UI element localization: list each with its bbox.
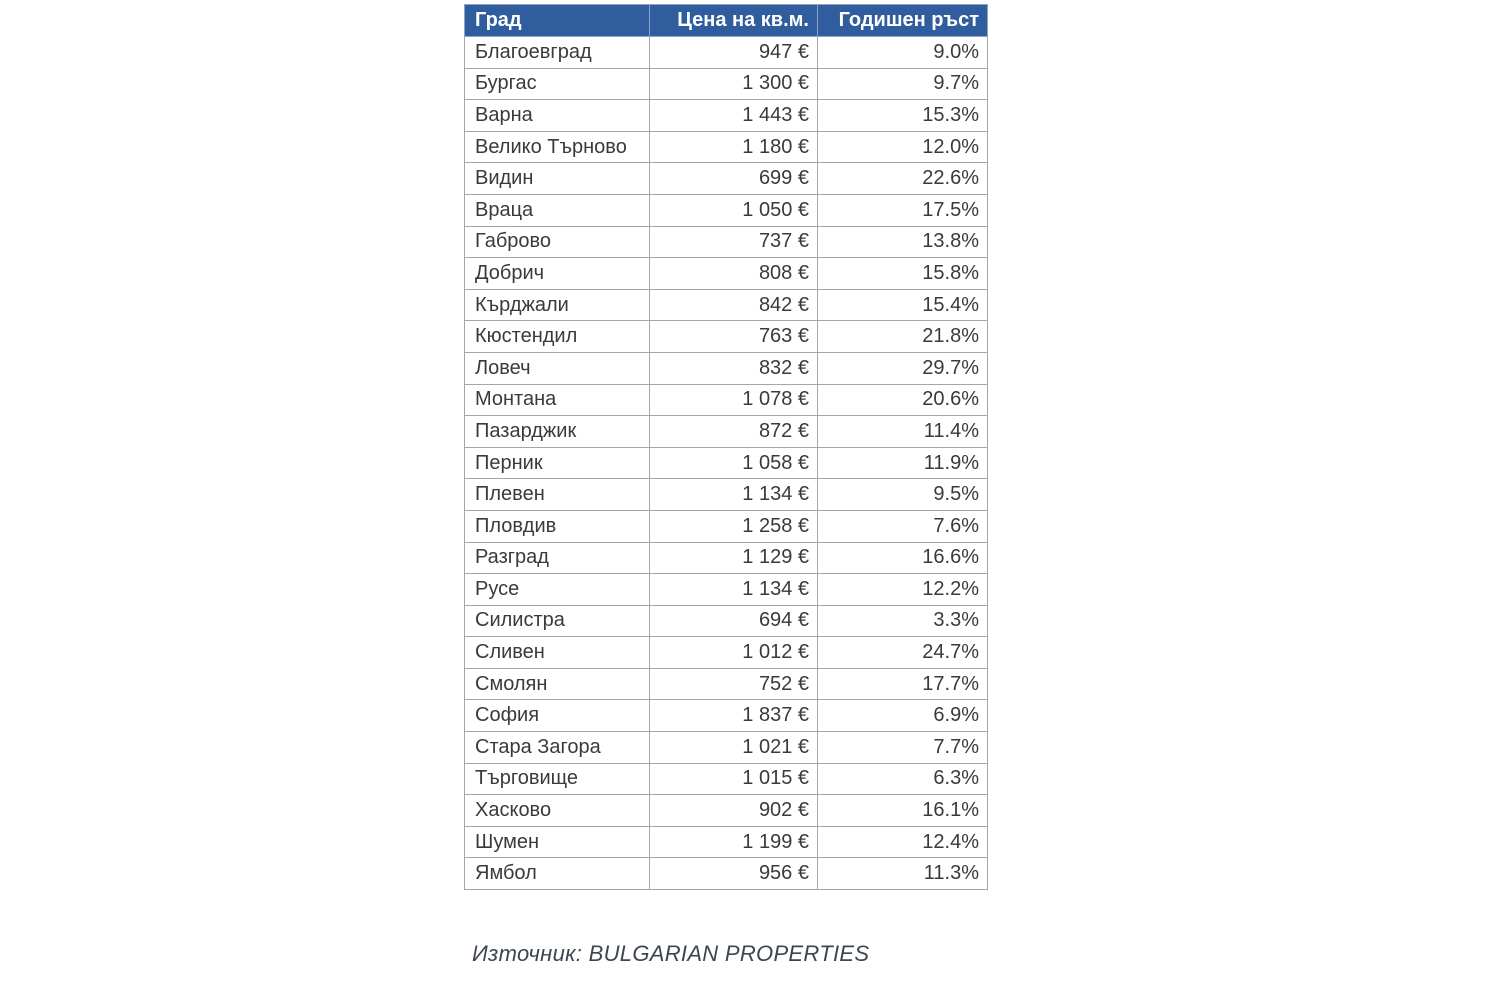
table-header-row (465, 5, 988, 37)
table-row (465, 258, 988, 290)
growth-cell: 11.9% (818, 447, 988, 479)
city-cell: Плевен (465, 479, 650, 511)
growth-cell: 24.7% (818, 637, 988, 669)
table-row (465, 194, 988, 226)
growth-cell: 15.3% (818, 100, 988, 132)
growth-cell: 12.0% (818, 131, 988, 163)
table-row (465, 668, 988, 700)
table-row (465, 574, 988, 606)
growth-cell: 17.7% (818, 668, 988, 700)
price-cell: 1 050 € (650, 194, 818, 226)
growth-cell: 9.0% (818, 37, 988, 69)
table-row (465, 510, 988, 542)
growth-cell: 16.1% (818, 795, 988, 827)
price-cell: 947 € (650, 37, 818, 69)
city-cell: Бургас (465, 68, 650, 100)
city-cell: Кюстендил (465, 321, 650, 353)
price-cell: 1 134 € (650, 479, 818, 511)
growth-cell: 22.6% (818, 163, 988, 195)
growth-cell: 6.3% (818, 763, 988, 795)
price-cell: 808 € (650, 258, 818, 290)
city-cell: София (465, 700, 650, 732)
city-cell: Добрич (465, 258, 650, 290)
price-cell: 832 € (650, 352, 818, 384)
table-row (465, 605, 988, 637)
table-row (465, 289, 988, 321)
price-cell: 1 058 € (650, 447, 818, 479)
city-cell: Разград (465, 542, 650, 574)
table-row (465, 542, 988, 574)
table-row (465, 226, 988, 258)
city-cell: Силистра (465, 605, 650, 637)
city-cell: Пловдив (465, 510, 650, 542)
growth-cell: 29.7% (818, 352, 988, 384)
city-cell: Търговище (465, 763, 650, 795)
city-cell: Сливен (465, 637, 650, 669)
price-cell: 1 199 € (650, 826, 818, 858)
growth-cell: 12.4% (818, 826, 988, 858)
growth-cell: 15.4% (818, 289, 988, 321)
growth-cell: 21.8% (818, 321, 988, 353)
price-cell: 1 012 € (650, 637, 818, 669)
table-row (465, 352, 988, 384)
price-cell: 752 € (650, 668, 818, 700)
price-cell: 1 443 € (650, 100, 818, 132)
price-cell: 902 € (650, 795, 818, 827)
city-cell: Благоевград (465, 37, 650, 69)
table-row (465, 321, 988, 353)
growth-cell: 7.7% (818, 732, 988, 764)
city-cell: Враца (465, 194, 650, 226)
city-cell: Стара Загора (465, 732, 650, 764)
source-attribution: Източник: BULGARIAN PROPERTIES (472, 941, 870, 966)
table-row (465, 858, 988, 890)
growth-cell: 12.2% (818, 574, 988, 606)
price-cell: 956 € (650, 858, 818, 890)
price-cell: 1 300 € (650, 68, 818, 100)
price-cell: 1 180 € (650, 131, 818, 163)
growth-cell: 11.4% (818, 416, 988, 448)
growth-cell: 7.6% (818, 510, 988, 542)
price-cell: 1 021 € (650, 732, 818, 764)
price-cell: 842 € (650, 289, 818, 321)
price-cell: 1 134 € (650, 574, 818, 606)
growth-cell: 17.5% (818, 194, 988, 226)
price-cell: 694 € (650, 605, 818, 637)
city-cell: Кърджали (465, 289, 650, 321)
table-row (465, 163, 988, 195)
price-cell: 737 € (650, 226, 818, 258)
city-price-table (464, 4, 988, 890)
growth-cell: 13.8% (818, 226, 988, 258)
growth-cell: 20.6% (818, 384, 988, 416)
price-cell: 1 837 € (650, 700, 818, 732)
table-row (465, 131, 988, 163)
table-row (465, 447, 988, 479)
city-cell: Ловеч (465, 352, 650, 384)
header-city: Град (465, 5, 650, 37)
table-row (465, 763, 988, 795)
table-row (465, 826, 988, 858)
city-cell: Хасково (465, 795, 650, 827)
table-row (465, 700, 988, 732)
city-cell: Видин (465, 163, 650, 195)
header-growth: Годишен ръст (818, 5, 988, 37)
growth-cell: 9.5% (818, 479, 988, 511)
growth-cell: 11.3% (818, 858, 988, 890)
header-price: Цена на кв.м. (650, 5, 818, 37)
city-cell: Велико Търново (465, 131, 650, 163)
city-cell: Пазарджик (465, 416, 650, 448)
table-row (465, 37, 988, 69)
price-cell: 763 € (650, 321, 818, 353)
price-cell: 872 € (650, 416, 818, 448)
table-row (465, 68, 988, 100)
table-row (465, 416, 988, 448)
table-row (465, 100, 988, 132)
city-cell: Смолян (465, 668, 650, 700)
city-cell: Габрово (465, 226, 650, 258)
table-row (465, 384, 988, 416)
table-row (465, 479, 988, 511)
city-cell: Перник (465, 447, 650, 479)
growth-cell: 15.8% (818, 258, 988, 290)
table-row (465, 732, 988, 764)
table-body (465, 37, 988, 890)
growth-cell: 3.3% (818, 605, 988, 637)
table-row (465, 637, 988, 669)
city-cell: Русе (465, 574, 650, 606)
price-cell: 1 078 € (650, 384, 818, 416)
city-cell: Варна (465, 100, 650, 132)
growth-cell: 9.7% (818, 68, 988, 100)
city-cell: Шумен (465, 826, 650, 858)
price-cell: 1 129 € (650, 542, 818, 574)
growth-cell: 16.6% (818, 542, 988, 574)
city-cell: Монтана (465, 384, 650, 416)
price-cell: 699 € (650, 163, 818, 195)
growth-cell: 6.9% (818, 700, 988, 732)
table-row (465, 795, 988, 827)
price-cell: 1 015 € (650, 763, 818, 795)
city-cell: Ямбол (465, 858, 650, 890)
price-cell: 1 258 € (650, 510, 818, 542)
